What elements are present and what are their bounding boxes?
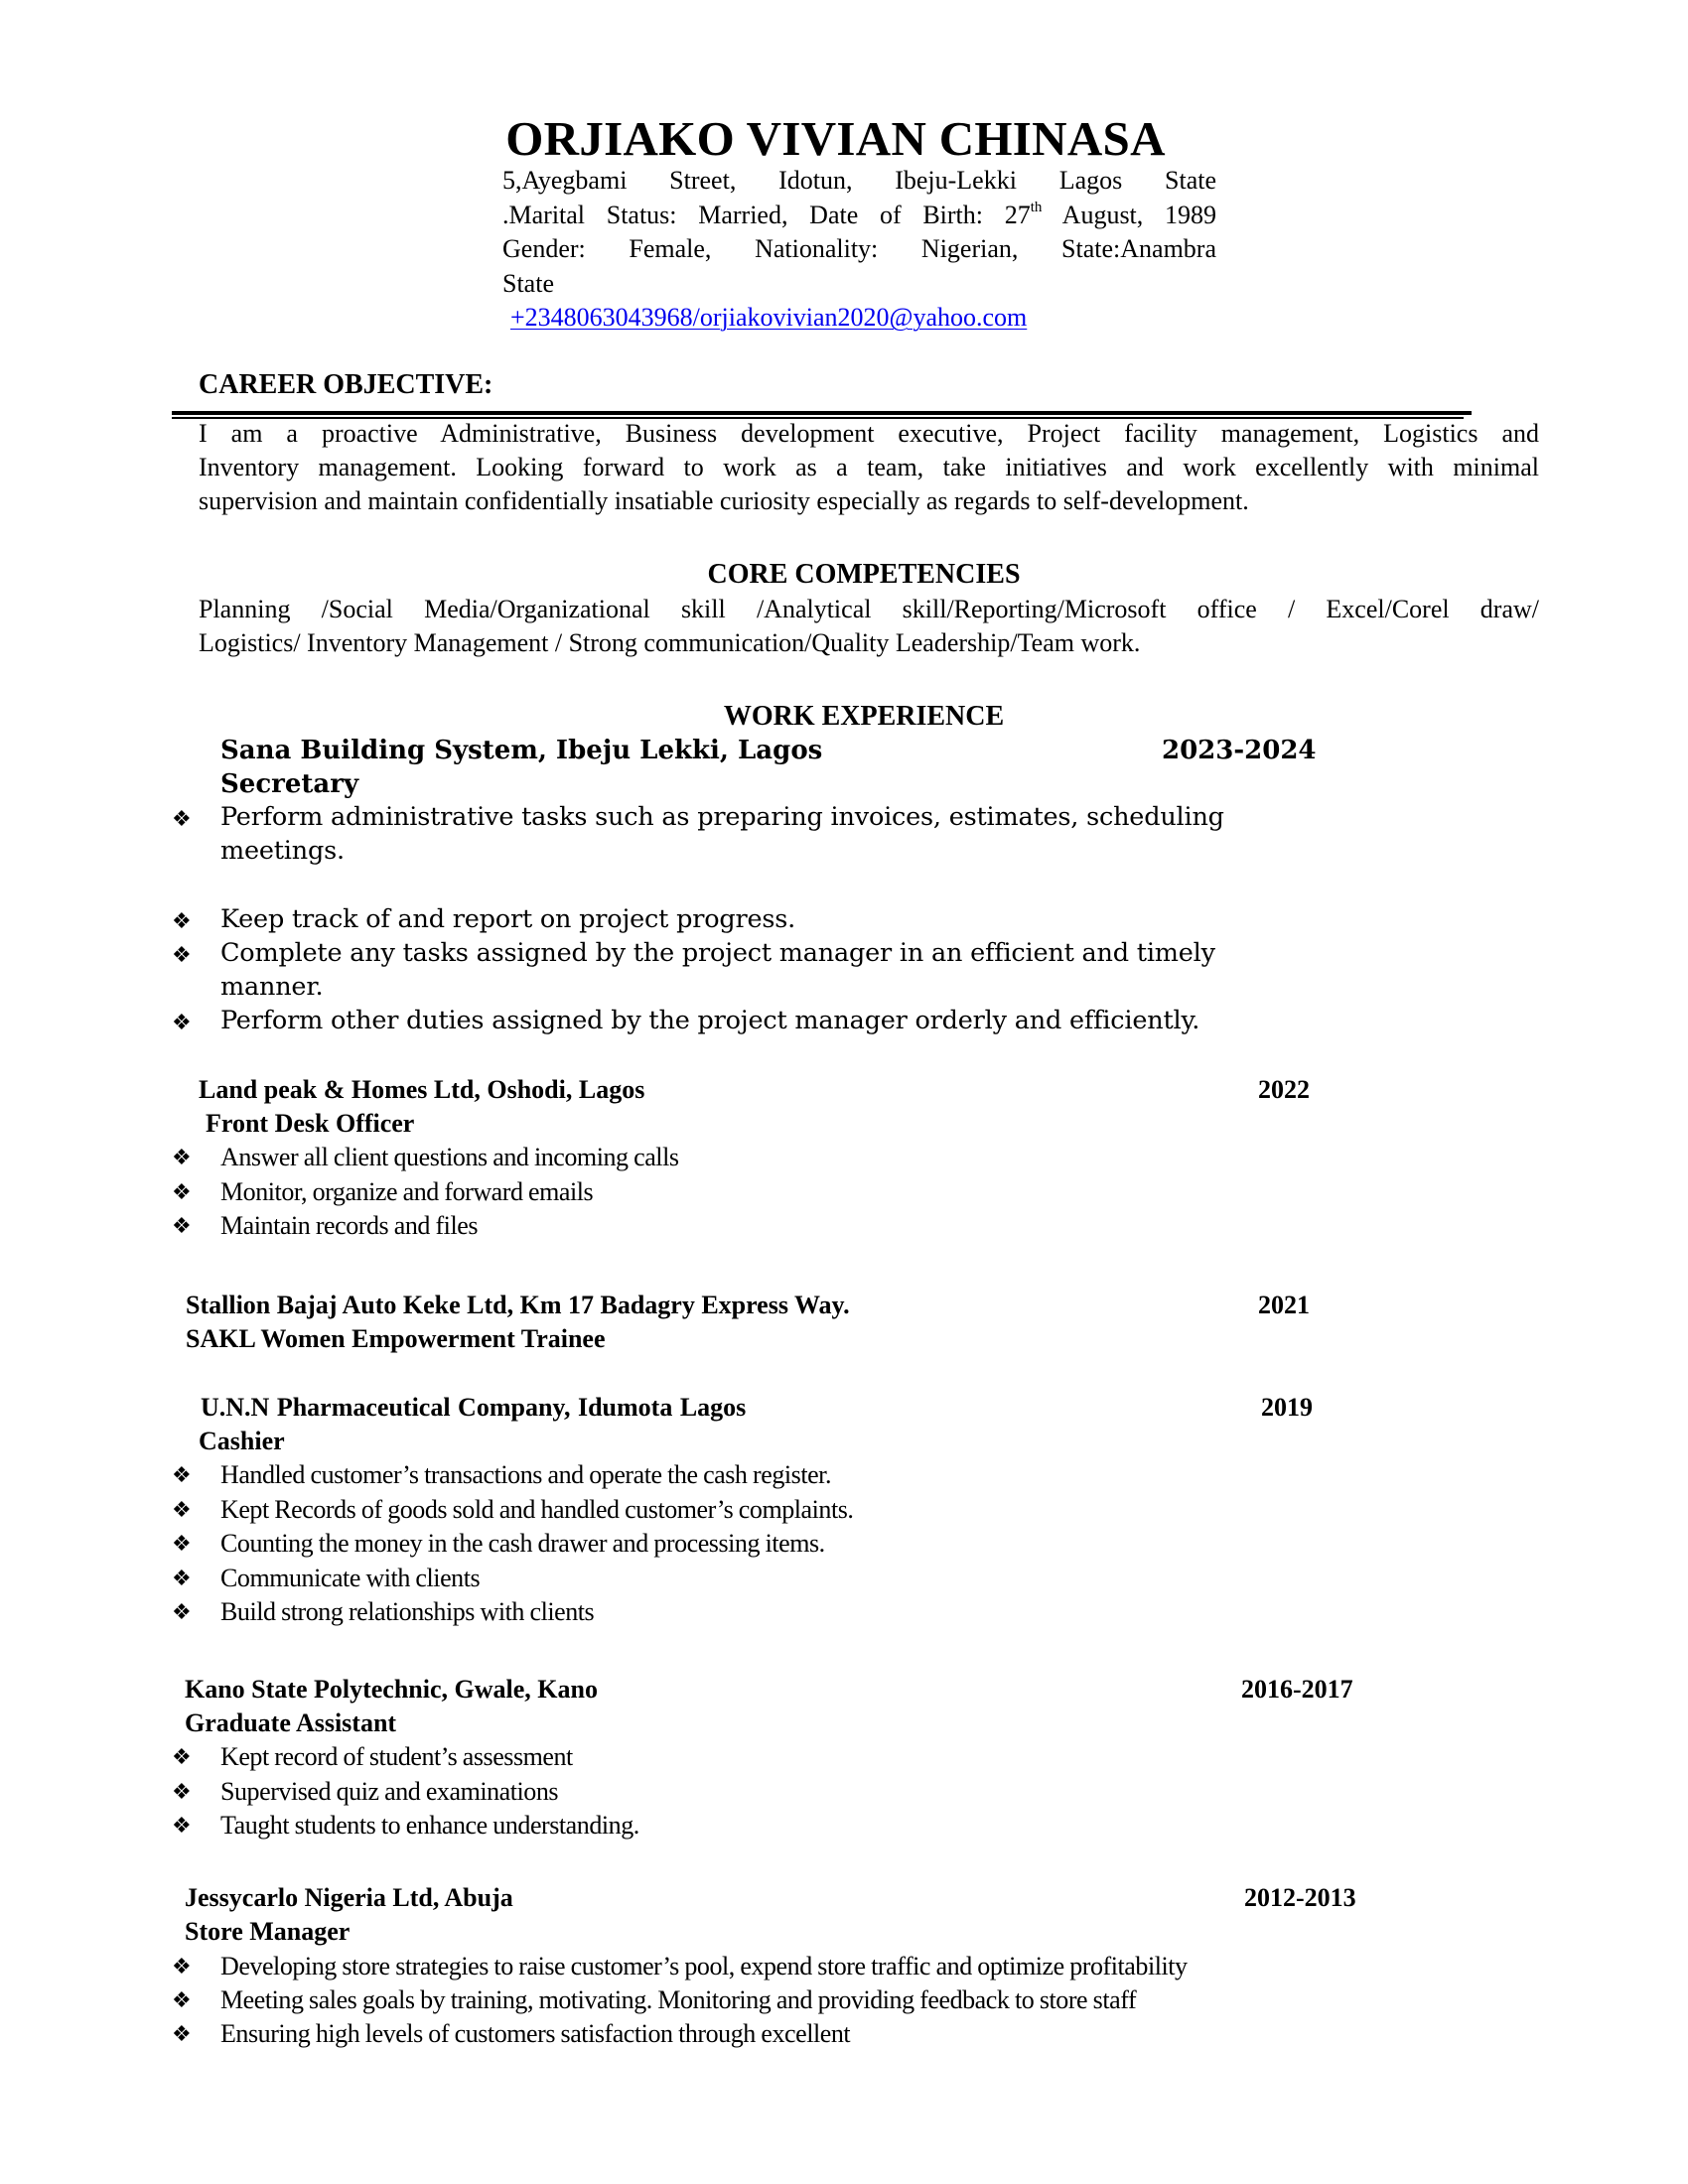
- objective-line: Inventory management. Looking forward to work as a team, take initiatives and work excellently with minimal: [199, 453, 1539, 481]
- job-role: Front Desk Officer: [206, 1109, 415, 1138]
- competencies-line: Logistics/ Inventory Management / Strong communication/Quality Leadership/Team work.: [199, 628, 1141, 657]
- bullet-icon: ❖: [172, 1954, 192, 1979]
- bullet-icon: ❖: [172, 1987, 192, 2012]
- job-bullet-text: Maintain records and files: [220, 1211, 478, 1240]
- job-role: Cashier: [199, 1427, 285, 1455]
- job-company: Sana Building System, Ibeju Lekki, Lagos: [220, 736, 823, 765]
- job-dates: 2023-2024: [1162, 736, 1317, 765]
- job-dates: 2022: [1258, 1075, 1310, 1104]
- bullet-icon: ❖: [172, 942, 192, 967]
- job-bullet-text: Complete any tasks assigned by the project manager in an efficient and timely: [220, 938, 1215, 968]
- work-experience-heading: WORK EXPERIENCE: [723, 701, 1005, 732]
- job-role: Graduate Assistant: [185, 1708, 397, 1737]
- objective-line: I am a proactive Administrative, Business development executive, Project facility management, Logistics and: [199, 419, 1539, 448]
- bullet-icon: ❖: [172, 1531, 192, 1556]
- candidate-name: ORJIAKO VIVIAN CHINASA: [505, 111, 1166, 166]
- career-objective-heading: CAREER OBJECTIVE:: [199, 369, 493, 400]
- job-bullet-text: Monitor, organize and forward emails: [220, 1177, 594, 1206]
- job-dates: 2021: [1258, 1291, 1310, 1319]
- job-company: Land peak & Homes Ltd, Oshodi, Lagos: [199, 1075, 645, 1104]
- job-bullet-text: Supervised quiz and examinations: [220, 1777, 559, 1806]
- bullet-icon: ❖: [172, 806, 192, 831]
- job-company: U.N.N Pharmaceutical Company, Idumota Lagos: [201, 1393, 747, 1422]
- objective-line: supervision and maintain confidentially insatiable curiosity especially as regards to self-development.: [199, 486, 1249, 515]
- bullet-icon: ❖: [172, 1744, 192, 1769]
- job-bullet-text: Kept Records of goods sold and handled customer’s complaints.: [220, 1495, 854, 1524]
- job-bullet-text: Perform administrative tasks such as preparing invoices, estimates, scheduling: [220, 802, 1224, 832]
- job-bullet-text: Build strong relationships with clients: [220, 1597, 595, 1626]
- job-bullet-text-cont: meetings.: [220, 836, 345, 866]
- job-bullet-text: Handled customer’s transactions and operate the cash register.: [220, 1460, 832, 1489]
- bullet-icon: ❖: [172, 1010, 192, 1034]
- marital-dob-text: .Marital Status: Married, Date of Birth: 27: [502, 201, 1031, 229]
- job-bullet-text: Perform other duties assigned by the project manager orderly and efficiently.: [220, 1006, 1200, 1035]
- job-bullet-text: Taught students to enhance understanding.: [220, 1811, 639, 1840]
- job-bullet-text: Keep track of and report on project progress.: [220, 904, 796, 934]
- core-competencies-heading: CORE COMPETENCIES: [707, 559, 1021, 590]
- bullet-icon: ❖: [172, 1145, 192, 1169]
- job-role: Secretary: [220, 769, 359, 799]
- bullet-icon: ❖: [172, 1813, 192, 1838]
- job-company: Stallion Bajaj Auto Keke Ltd, Km 17 Badagry Express Way.: [186, 1291, 850, 1319]
- dob-rest: August, 1989: [1042, 201, 1216, 229]
- section-divider-thick: [172, 411, 1472, 415]
- job-bullet-text: Meeting sales goals by training, motivating. Monitoring and providing feedback to store staff: [220, 1985, 1137, 2014]
- marital-dob-line: [502, 200, 1216, 229]
- job-bullet-text: Communicate with clients: [220, 1564, 481, 1592]
- bullet-icon: ❖: [172, 1566, 192, 1590]
- job-dates: 2019: [1261, 1393, 1313, 1422]
- bullet-icon: ❖: [172, 2021, 192, 2046]
- dob-ordinal: th: [1030, 200, 1043, 216]
- job-company: Kano State Polytechnic, Gwale, Kano: [185, 1675, 598, 1704]
- job-company: Jessycarlo Nigeria Ltd, Abuja: [185, 1883, 513, 1912]
- bullet-icon: ❖: [172, 908, 192, 933]
- job-bullet-text: Ensuring high levels of customers satisfaction through excellent: [220, 2019, 851, 2048]
- job-role: Store Manager: [185, 1917, 351, 1946]
- bullet-icon: ❖: [172, 1779, 192, 1804]
- job-dates: 2012-2013: [1244, 1883, 1356, 1912]
- bullet-icon: ❖: [172, 1497, 192, 1522]
- gender-nationality-line: Gender: Female, Nationality: Nigerian, State:Anambra: [502, 234, 1216, 263]
- job-bullet-text: Kept record of student’s assessment: [220, 1742, 573, 1771]
- job-dates: 2016-2017: [1241, 1675, 1353, 1704]
- job-bullet-text: Counting the money in the cash drawer and processing items.: [220, 1529, 825, 1558]
- job-bullet-text: Developing store strategies to raise customer’s pool, expend store traffic and optimize profitability: [220, 1952, 1188, 1980]
- job-bullet-text-cont: manner.: [220, 972, 324, 1002]
- bullet-icon: ❖: [172, 1213, 192, 1238]
- address-line: 5,Ayegbami Street, Idotun, Ibeju-Lekki Lagos State: [502, 166, 1216, 195]
- contact-link[interactable]: +2348063043968/orjiakovivian2020@yahoo.com: [510, 303, 1028, 332]
- bullet-icon: ❖: [172, 1462, 192, 1487]
- job-bullet-text: Answer all client questions and incoming calls: [220, 1143, 679, 1171]
- competencies-line: Planning /Social Media/Organizational skill /Analytical skill/Reporting/Microsoft office / Excel/Corel draw/: [199, 595, 1539, 623]
- state-line: State: [502, 269, 554, 298]
- bullet-icon: ❖: [172, 1179, 192, 1204]
- job-role: SAKL Women Empowerment Trainee: [186, 1324, 606, 1353]
- bullet-icon: ❖: [172, 1599, 192, 1624]
